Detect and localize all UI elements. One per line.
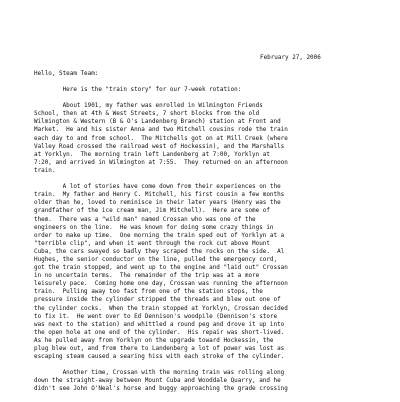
paragraph-crossan-stories: A lot of stories have come down from their experiences on the train. My father and Henry C. Mitchell, his first cousin a few months older than he, loved to reminisce in their later years (Henry was the grandfather of the ice cream man, Jim Mitchell). Here are some of them. There was a "wild man" named Crossan who was one of the engineers on the line. He was known for doing some crazy things in order to make up time. One morning the train sped out of Yorklyn at a "terrible clip", and when it went through the rock cut above Mount Cuba, the cars swayed so badly they scraped the rocks on the side. Al Hughes, the senior conductor on the line, pulled the emergency cord, got the train stopped, and went up to the engine and "laid out" Crossan in no uncertain terms. The remainder of the trip was at a more leisurely pace. Coming home one day, Crossan was running the afternoon train. Pulling away too fast from one of the station stops, the pressure inside the cylinder stripped the threads and blew out one of the cylinder cocks. When the train stopped at Yorklyn, Crossan decided to fix it. He went over to Ed Dennison's woodpile (Dennison's store was next to the station) and whittled a round peg and drove it up into the open hole at one end of the cylinder. His repair was short-lived. As he pulled away from Yorklyn on the upgrade toward Hockessin, the plug blew out, and from there to Landenberg a lot of power was lost as escaping steam caused a searing hiss with each stroke of the cylinder. xyxy=(34,183,288,361)
paragraph-intro: Here is the "train story" for our 7-week rotation: xyxy=(34,86,242,93)
letter-body xyxy=(34,86,372,402)
paragraph-another-time: Another time, Crossan with the morning train was rolling along down the straight-away between Mount Cuba and Wooddale Quarry, and he didn't see John O'Neal's horse and buggy approaching the grade crossing xyxy=(34,369,288,393)
letter-greeting: Hello, Steam Team: xyxy=(34,70,99,77)
paragraph-school-train: About 1901, my father was enrolled in Wilmington Friends School, then at 4th & West Streets, 7 short blocks from the old Wilmington & Western (B & O's Landenberg Branch) station at Front and Market. He and his sister Anna and two Mitchell cousins rode the train each day to and from school. The Mitchells got on at Mill Creek (where Valley Road crossed the railroad west of Hockessin), and the Marshalls at Yorklyn. The morning train left Landenberg at 7:00, Yorklyn at 7:20, and arrived in Wilmington at 7:55. They returned on an afternoon train. xyxy=(34,102,288,174)
letter-date: February 27, 2006 xyxy=(260,54,321,61)
